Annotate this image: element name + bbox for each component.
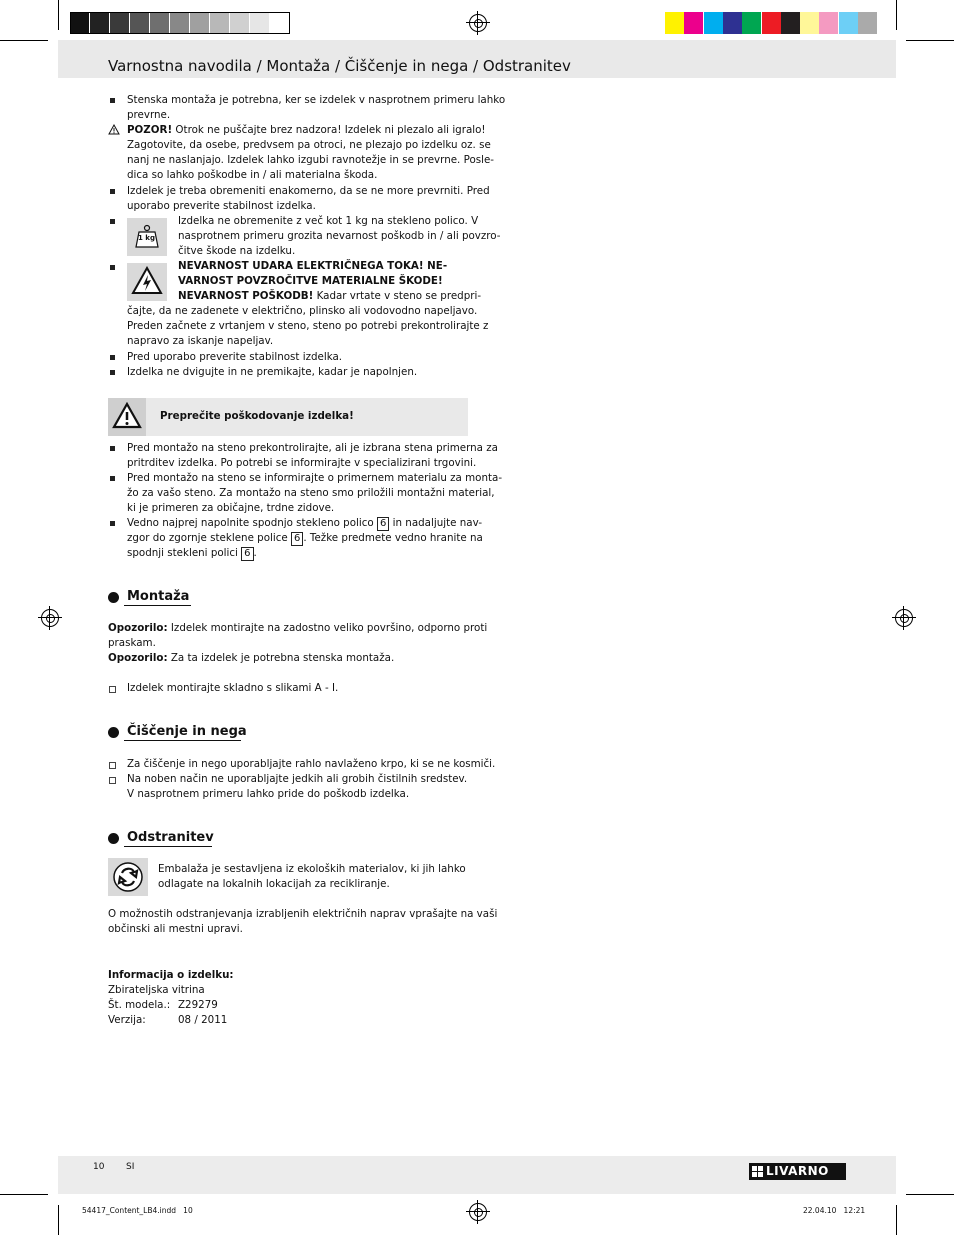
- version-label: Verzija:: [108, 1014, 146, 1026]
- text-span: Za ta izdelek je potrebna stenska montaža.: [167, 652, 395, 664]
- text-line: VARNOST POVZROČITVE MATERIALNE ŠKODE!: [178, 275, 443, 287]
- text-line: uporabo preverite stabilnost izdelka.: [127, 200, 316, 212]
- color-swatch: [742, 12, 761, 34]
- part-reference: 6: [291, 532, 303, 546]
- section-underline: [124, 846, 212, 847]
- electric-hazard-icon-box: [127, 263, 167, 301]
- text-line: prevrne.: [127, 109, 171, 121]
- text-line: Zagotovite, da osebe, predvsem pa otroci, ne plezajo po izdelku oz. se: [127, 139, 491, 151]
- section-dot: [108, 727, 119, 738]
- registration-mark-icon: [41, 609, 59, 627]
- part-reference: 6: [241, 547, 253, 561]
- section-title-ciscenje: Čiščenje in nega: [127, 724, 247, 739]
- weight-label: 1 kg: [138, 234, 155, 242]
- text-line: čajte, da ne zadenete v električno, plinsko ali vodovodno napeljavo.: [127, 305, 478, 317]
- step-checkbox: [109, 777, 116, 784]
- step-checkbox: [109, 686, 116, 693]
- warning-label: POZOR!: [127, 124, 173, 136]
- model-label: Št. modela.:: [108, 999, 171, 1011]
- section-title-montaza: Montaža: [127, 589, 190, 604]
- text-line: čitve škode na izdelku.: [178, 245, 296, 257]
- language-code: SI: [126, 1162, 135, 1172]
- text-span: Izdelek montirajte na zadostno veliko površino, odporno proti: [167, 622, 488, 634]
- text-line: Pred montažo na steno se informirajte o primernem materialu za monta-: [127, 472, 503, 484]
- text-span: .: [253, 547, 257, 559]
- crop-mark: [896, 0, 897, 30]
- text-line: [108, 651, 394, 666]
- text-line: pritrditev izdelka. Po potrebi se informirajte v specializirani trgovini.: [127, 457, 477, 469]
- step-checkbox: [109, 762, 116, 769]
- text-line: napravo za iskanje napeljav.: [127, 335, 274, 347]
- text-line: Izdelek je treba obremeniti enakomerno, da se ne more prevrniti. Pred: [127, 185, 490, 197]
- notice-box: [108, 398, 468, 436]
- part-reference: 6: [377, 517, 389, 531]
- registration-mark-icon: [895, 609, 913, 627]
- color-bar-frame: [70, 12, 290, 34]
- product-info-title: Informacija o izdelku:: [108, 969, 234, 981]
- text-line: Stenska montaža je potrebna, ker se izdelek v nasprotnem primeru lahko: [127, 94, 506, 106]
- crop-mark: [58, 0, 59, 30]
- notice-text: Preprečite poškodovanje izdelka!: [160, 410, 354, 422]
- section-underline: [124, 605, 191, 606]
- text-line: [127, 546, 257, 561]
- color-swatch: [704, 12, 723, 34]
- warning-triangle-icon: [112, 402, 142, 430]
- crop-mark: [0, 40, 48, 41]
- version-value: 08 / 2011: [178, 1014, 228, 1026]
- crop-mark: [0, 1194, 48, 1195]
- bullet: [110, 98, 115, 103]
- color-swatch: [819, 12, 838, 34]
- color-swatch: [839, 12, 858, 34]
- crop-mark: [906, 40, 954, 41]
- text-line: [127, 123, 486, 138]
- color-swatch: [800, 12, 819, 34]
- brand-logo: [749, 1163, 846, 1180]
- color-swatch: [684, 12, 703, 34]
- bullet: [110, 219, 115, 224]
- electric-hazard-icon: [131, 266, 163, 296]
- crop-mark: [906, 1194, 954, 1195]
- crop-mark: [58, 1205, 59, 1235]
- text-line: Izdelka ne dvigujte in ne premikajte, kadar je napolnjen.: [127, 366, 418, 378]
- text-line: Pred montažo na steno prekontrolirajte, ali je izbrana stena primerna za: [127, 442, 498, 454]
- text-line: žo za vašo steno. Za montažo na steno smo priložili montažni material,: [127, 487, 495, 499]
- bullet: [110, 355, 115, 360]
- text-span: . Težke predmete vedno hranite na: [303, 532, 483, 544]
- text-line: [108, 621, 487, 636]
- text-line: Za čiščenje in nego uporabljajte rahlo navlaženo krpo, ki se ne kosmiči.: [127, 758, 496, 770]
- text-span: in nadaljujte nav-: [389, 517, 483, 529]
- text-line: občinski ali mestni upravi.: [108, 923, 243, 935]
- text-span: zgor do zgornje steklene police: [127, 532, 292, 544]
- notice-icon-box: [108, 398, 146, 436]
- note-label: Opozorilo:: [108, 622, 168, 634]
- text-line: NEVARNOST UDARA ELEKTRIČNEGA TOKA! NE-: [178, 260, 448, 272]
- color-swatch: [762, 12, 781, 34]
- weight-icon-box: [127, 218, 167, 256]
- color-swatch: [858, 12, 877, 34]
- text-span: Otrok ne puščajte brez nadzora! Izdelek ni plezalo ali igralo!: [172, 124, 486, 136]
- text-span: Kadar vrtate v steno se predpri-: [313, 290, 482, 302]
- page-title: Varnostna navodila / Montaža / Čiščenje in nega / Odstranitev: [108, 57, 571, 75]
- text-line: V nasprotnem primeru lahko pride do poškodb izdelka.: [127, 788, 410, 800]
- product-name: Zbirateljska vitrina: [108, 984, 205, 996]
- text-span: spodnji stekleni polici: [127, 547, 242, 559]
- text-line: Na noben način ne uporabljajte jedkih ali grobih čistilnih sredstev.: [127, 773, 468, 785]
- text-line: nanj ne naslanjajo. Izdelek lahko izgubi ravnotežje in se prevrne. Posle-: [127, 154, 495, 166]
- bullet: [110, 265, 115, 270]
- text-line: Embalaža je sestavljena iz ekoloških materialov, ki jih lahko: [158, 863, 466, 875]
- section-dot: [108, 592, 119, 603]
- bullet: [110, 370, 115, 375]
- brand-mark-icon: [752, 1166, 763, 1177]
- bullet: [110, 521, 115, 526]
- warning-triangle-icon: [108, 124, 120, 135]
- color-swatch: [665, 12, 684, 34]
- text-line: [178, 289, 481, 304]
- text-line: Izdelek montirajte skladno s slikami A - I.: [127, 682, 339, 694]
- recycle-icon: [112, 861, 144, 893]
- color-swatch: [781, 12, 800, 34]
- registration-mark-icon: [469, 14, 487, 32]
- brand-name: LIVARNO: [766, 1164, 829, 1178]
- section-title-odstranitev: Odstranitev: [127, 830, 214, 845]
- text-line: ki je primeren za običajne, trdne zidove.: [127, 502, 335, 514]
- slug-date: 22.04.10 12:21: [803, 1206, 866, 1215]
- bullet: [110, 189, 115, 194]
- slug-file: 54417_Content_LB4.indd 10: [82, 1206, 193, 1215]
- text-line: odlagate na lokalnih lokacijah za recikliranje.: [158, 878, 390, 890]
- note-label: Opozorilo:: [108, 652, 168, 664]
- text-line: Izdelka ne obremenite z več kot 1 kg na stekleno polico. V: [178, 215, 479, 227]
- page-number: 10: [93, 1162, 105, 1172]
- text-line: dica so lahko poškodbe in / ali materialna škoda.: [127, 169, 378, 181]
- registration-mark-icon: [469, 1203, 487, 1221]
- text-line: [127, 531, 483, 546]
- text-line: Pred uporabo preverite stabilnost izdelka.: [127, 351, 343, 363]
- text-span: Vedno najprej napolnite spodnjo stekleno polico: [127, 517, 377, 529]
- section-dot: [108, 833, 119, 844]
- text-span: NEVARNOST POŠKODB!: [178, 290, 314, 302]
- text-line: praskam.: [108, 637, 156, 649]
- bullet: [110, 446, 115, 451]
- text-line: O možnostih odstranjevanja izrabljenih električnih naprav vprašajte na vaši: [108, 908, 498, 920]
- text-line: nasprotnem primeru grozita nevarnost poškodb in / ali povzro-: [178, 230, 501, 242]
- text-line: Preden začnete z vrtanjem v steno, steno po potrebi prekontrolirajte z: [127, 320, 489, 332]
- model-value: Z29279: [178, 999, 218, 1011]
- recycle-icon-box: [108, 858, 148, 896]
- color-swatch: [723, 12, 742, 34]
- text-line: [127, 516, 482, 531]
- bullet: [110, 476, 115, 481]
- section-underline: [124, 740, 241, 741]
- crop-mark: [896, 1205, 897, 1235]
